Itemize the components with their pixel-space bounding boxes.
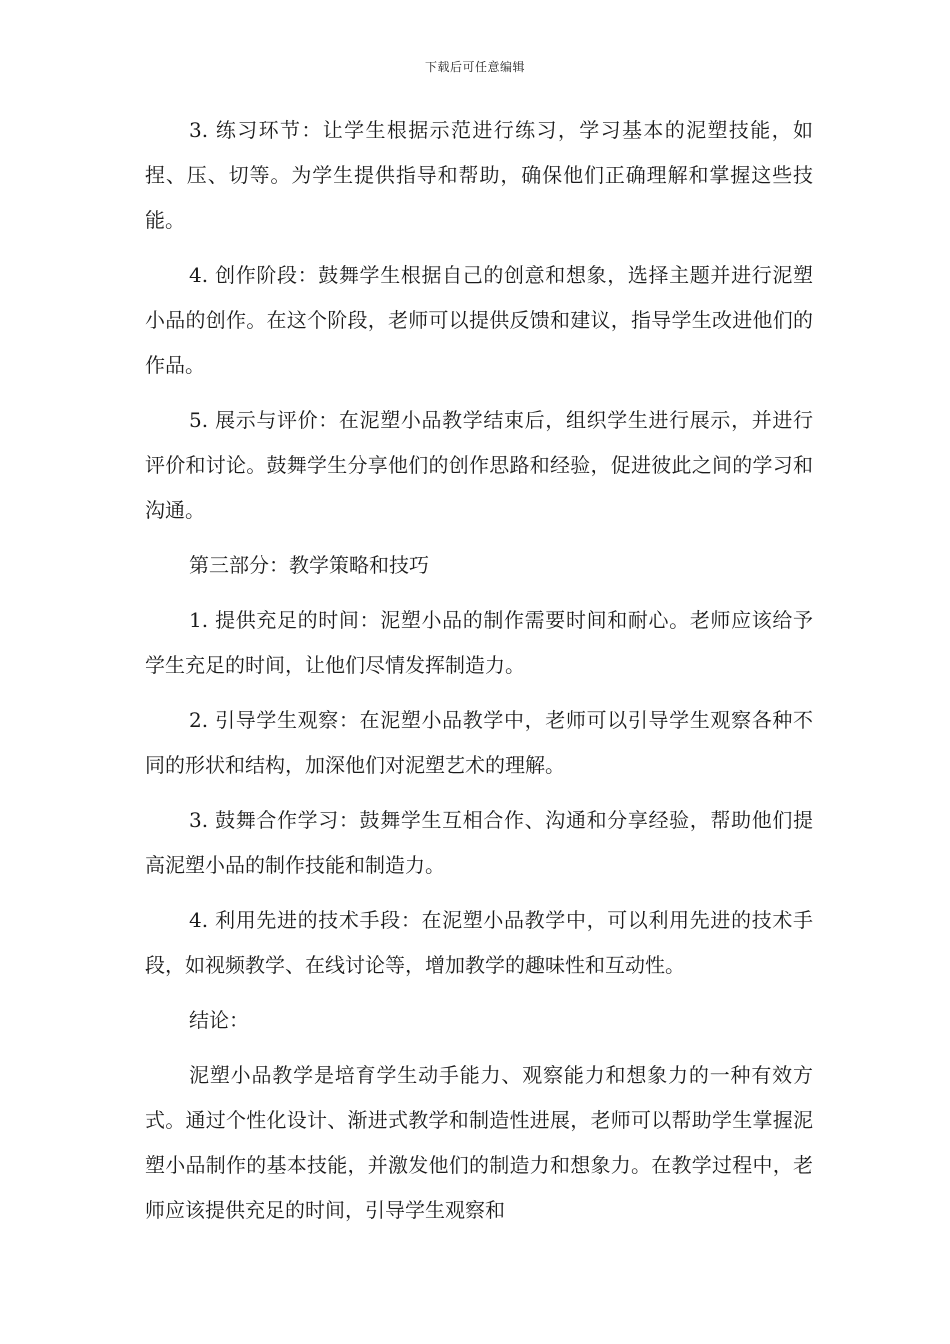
- paragraph-display-evaluation: 5. 展示与评价：在泥塑小品教学结束后，组织学生进行展示，并进行评价和讨论。鼓舞学生分享他们的创作思路和经验，促进彼此之间的学习和沟通。: [145, 408, 813, 522]
- section-heading-conclusion: 结论：: [189, 1008, 249, 1032]
- paragraph-conclusion-body: 泥塑小品教学是培育学生动手能力、观察能力和想象力的一种有效方式。通过个性化设计、渐进式教学和制造性进展，老师可以帮助学生掌握泥塑小品制作的基本技能，并激发他们的制造力和想象力。在教学过程中，老师应该提供充足的时间，引导学生观察和: [145, 1063, 813, 1222]
- page-header: 下载后可任意编辑: [424, 60, 525, 74]
- paragraph-advanced-technology: 4. 利用先进的技术手段：在泥塑小品教学中，可以利用先进的技术手段，如视频教学、在线讨论等，增加教学的趣味性和互动性。: [145, 908, 813, 977]
- paragraph-cooperative-learning: 3. 鼓舞合作学习：鼓舞学生互相合作、沟通和分享经验，帮助他们提高泥塑小品的制作技能和制造力。: [145, 808, 813, 877]
- paragraph-guide-observation: 2. 引导学生观察：在泥塑小品教学中，老师可以引导学生观察各种不同的形状和结构，加深他们对泥塑艺术的理解。: [145, 708, 813, 777]
- document-body: [145, 108, 813, 1243]
- paragraph-sufficient-time: 1. 提供充足的时间：泥塑小品的制作需要时间和耐心。老师应该给予学生充足的时间，让他们尽情发挥制造力。: [145, 608, 813, 677]
- paragraph-creation-stage: 4. 创作阶段：鼓舞学生根据自己的创意和想象，选择主题并进行泥塑小品的创作。在这个阶段，老师可以提供反馈和建议，指导学生改进他们的作品。: [145, 263, 813, 377]
- section-heading-part-three: 第三部分：教学策略和技巧: [189, 553, 429, 577]
- paragraph-practice-step: 3. 练习环节：让学生根据示范进行练习，学习基本的泥塑技能，如捏、压、切等。为学生提供指导和帮助，确保他们正确理解和掌握这些技能。: [145, 118, 813, 232]
